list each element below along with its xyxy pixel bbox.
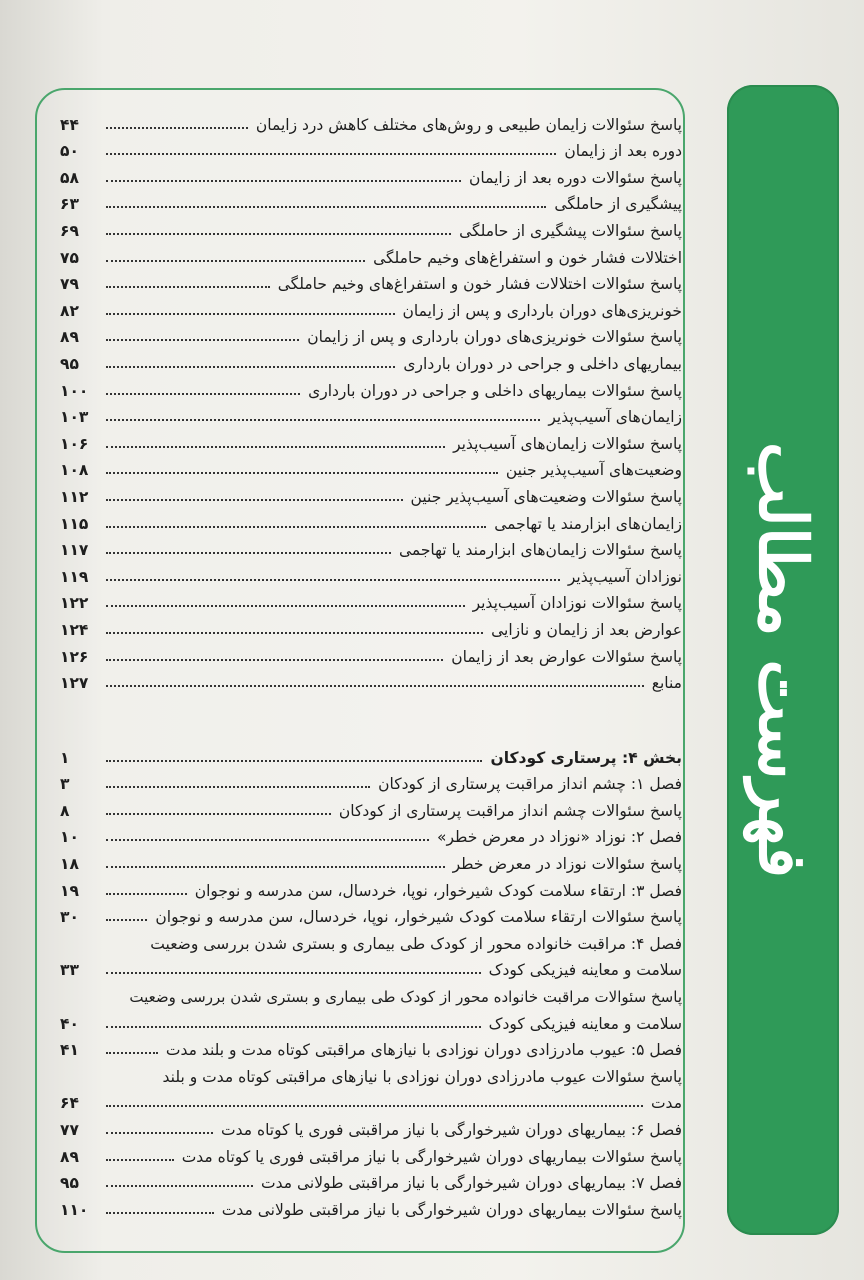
toc-entry <box>60 107 682 134</box>
dot-leader <box>106 127 248 129</box>
dot-leader <box>106 813 331 815</box>
dot-leader <box>106 446 445 448</box>
toc-entry-page: ۴۱ <box>60 1041 79 1060</box>
toc-entry-title: فصل ۱: چشم انداز مراقبت پرستاری از کودکان <box>378 775 682 794</box>
toc-entry <box>60 612 682 639</box>
toc-entry-title: فصل ۲: نوزاد «نوزاد در معرض خطر» <box>436 828 682 847</box>
toc-entry-title: پاسخ سئوالات بیماریهای دوران شیرخوارگی با نیاز مراقبتی طولانی مدت <box>221 1200 682 1219</box>
dot-leader <box>106 499 403 501</box>
dot-leader <box>106 366 395 368</box>
dot-leader <box>106 180 461 182</box>
toc-entry-title: دوره بعد از زایمان <box>564 142 682 161</box>
toc-entry-title: پاسخ سئوالات خونریزی‌های دوران بارداری و پس از زایمان <box>307 328 682 347</box>
toc-entry <box>60 820 682 847</box>
toc-entry <box>60 979 682 1006</box>
dot-leader <box>106 1212 214 1214</box>
dot-leader <box>106 1026 481 1028</box>
dot-leader <box>106 579 560 581</box>
toc-entry-title: پاسخ سئوالات دوره بعد از زایمان <box>469 168 682 187</box>
dot-leader <box>106 233 451 235</box>
toc-entry <box>60 639 682 666</box>
toc-entry <box>60 1006 682 1033</box>
dot-leader <box>106 605 465 607</box>
toc-entry-page: ۱۰۶ <box>60 434 89 453</box>
dot-leader <box>106 786 370 788</box>
toc-entry-title: پاسخ سئوالات مراقبت خانواده محور از کودک طی بیماری و بستری شدن بررسی وضعیت <box>129 987 682 1006</box>
toc-entry <box>60 846 682 873</box>
toc-entry <box>60 240 682 267</box>
toc-entry-page: ۸ <box>60 801 70 820</box>
toc-entry-page: ۱۱۲ <box>60 487 89 506</box>
toc-entry-page: ۹۵ <box>60 354 79 373</box>
toc-entry-page: ۱۸ <box>60 854 79 873</box>
toc-entry-title: پاسخ سئوالات نوزاد در معرض خطر <box>452 854 682 873</box>
toc-entry <box>60 1059 682 1086</box>
toc-entry-page: ۱۱۹ <box>60 567 89 586</box>
dot-leader <box>106 313 395 315</box>
toc-entry <box>60 453 682 480</box>
toc-entry-page: ۵۰ <box>60 142 79 161</box>
toc-entry-page: ۱۰ <box>60 828 79 847</box>
toc-entry-page: ۷۷ <box>60 1120 79 1139</box>
dot-leader <box>106 1159 174 1161</box>
toc-entry-page: ۱۲۴ <box>60 620 89 639</box>
dot-leader <box>106 153 556 155</box>
toc-entry <box>60 400 682 427</box>
dot-leader <box>106 339 299 341</box>
dot-leader <box>106 659 443 661</box>
dot-leader <box>106 526 486 528</box>
toc-entry-title: بخش ۴: پرستاری کودکان <box>490 748 682 767</box>
toc-entry-page: ۵۸ <box>60 168 79 187</box>
toc-entry-title: فصل ۷: بیماریهای دوران شیرخوارگی با نیاز مراقبتی طولانی مدت <box>261 1174 682 1193</box>
toc-entry <box>60 134 682 161</box>
dot-leader <box>106 839 429 841</box>
toc-entry-page: ۱۱۰ <box>60 1200 89 1219</box>
toc-entry-title: عوارض بعد از زایمان و نازایی <box>491 620 682 639</box>
dot-leader <box>106 419 540 421</box>
toc-entry-title: منابع <box>651 674 682 693</box>
toc-entry <box>60 900 682 927</box>
toc-entry <box>60 953 682 980</box>
toc-entry-page: ۳۳ <box>60 961 79 980</box>
toc-entry-page: ۱۲۷ <box>60 674 89 693</box>
toc-entry-page: ۱۹ <box>60 881 79 900</box>
toc-entry-title: نوزادان آسیب‌پذیر <box>567 567 682 586</box>
toc-entry-title: پاسخ سئوالات پیشگیری از حاملگی <box>459 221 682 240</box>
toc-entry <box>60 740 682 767</box>
toc-entry <box>60 320 682 347</box>
toc-entry-title: پیشگیری از حاملگی <box>554 195 682 214</box>
toc-entry-page: ۱۰۰ <box>60 381 89 400</box>
dot-leader <box>106 393 300 395</box>
toc-entry-title: سلامت و معاینه فیزیکی کودک <box>488 961 682 980</box>
toc-entry-page: ۱۱۵ <box>60 514 89 533</box>
toc-entry-title: فصل ۶: بیماریهای دوران شیرخوارگی با نیاز مراقبتی فوری یا کوتاه مدت <box>220 1120 682 1139</box>
toc-entry <box>60 1086 682 1113</box>
dot-leader <box>106 260 365 262</box>
toc-entry-page: ۶۴ <box>60 1094 79 1113</box>
toc-entry <box>60 873 682 900</box>
dot-leader <box>106 760 482 762</box>
toc-entry <box>60 160 682 187</box>
toc-entry-page: ۶۳ <box>60 195 79 214</box>
toc-entry-title: پاسخ سئوالات چشم انداز مراقبت پرستاری از کودکان <box>338 801 682 820</box>
toc-entry-page: ۹۵ <box>60 1174 79 1193</box>
toc-entry <box>60 666 682 693</box>
toc-entry-title: زایمان‌های ابزارمند یا تهاجمی <box>494 514 682 533</box>
side-title-tab <box>727 85 839 1235</box>
toc-entry <box>60 426 682 453</box>
toc-entry <box>60 533 682 560</box>
toc-entry-title: بیماریهای داخلی و جراحی در دوران بارداری <box>403 354 682 373</box>
toc-entry <box>60 293 682 320</box>
toc-entry-title: پاسخ سئوالات بیماریهای داخلی و جراحی در دوران بارداری <box>308 381 682 400</box>
toc-entry-title: اختلالات فشار خون و استفراغ‌های وخیم حاملگی <box>373 248 682 267</box>
toc-entry-title: پاسخ سئوالات زایمان طبیعی و روش‌های مختلف کاهش درد زایمان <box>255 115 682 134</box>
toc-entry <box>60 1033 682 1060</box>
toc-entry-title: پاسخ سئوالات نوزادان آسیب‌پذیر <box>472 594 682 613</box>
toc-entry <box>60 479 682 506</box>
dot-leader <box>106 1185 253 1187</box>
toc-entry-page: ۱ <box>60 748 70 767</box>
toc-entry <box>60 373 682 400</box>
toc-entry-title: پاسخ سئوالات زایمان‌های آسیب‌پذیر <box>453 434 682 453</box>
toc-entry-page: ۴۴ <box>60 115 79 134</box>
toc-entry-title: وضعیت‌های آسیب‌پذیر جنین <box>505 461 682 480</box>
toc-entry-page: ۸۲ <box>60 301 79 320</box>
toc-entry-page: ۱۲۲ <box>60 594 89 613</box>
toc-entry-title: پاسخ سئوالات عوارض بعد از زایمان <box>451 647 682 666</box>
toc-entry <box>60 1166 682 1193</box>
toc-entry <box>60 1192 682 1219</box>
toc-entry-page: ۶۹ <box>60 221 79 240</box>
toc-entry <box>60 187 682 214</box>
toc-entry-title: پاسخ سئوالات زایمان‌های ابزارمند یا تهاجمی <box>398 541 682 560</box>
toc-entry-title: فصل ۴: مراقبت خانواده محور از کودک طی بیماری و بستری شدن بررسی وضعیت <box>150 934 682 953</box>
side-title: فهرست مطالب <box>744 442 822 878</box>
toc-entry-page: ۱۱۷ <box>60 541 89 560</box>
dot-leader <box>106 893 187 895</box>
dot-leader <box>106 206 546 208</box>
toc-entry <box>60 926 682 953</box>
dot-leader <box>106 286 270 288</box>
toc-entry-title: فصل ۵: عیوب مادرزادی دوران نوزادی با نیازهای مراقبتی کوتاه مدت و بلند مدت <box>165 1041 682 1060</box>
toc-entry-title: پاسخ سئوالات اختلالات فشار خون و استفراغ‌های وخیم حاملگی <box>277 275 682 294</box>
toc-entry <box>60 213 682 240</box>
toc-entry <box>60 559 682 586</box>
toc-entry-title: مدت <box>650 1094 682 1113</box>
toc-entry-page: ۳۰ <box>60 908 79 927</box>
toc-entry-page: ۷۵ <box>60 248 79 267</box>
toc-entry-page: ۳ <box>60 775 70 794</box>
toc-entry <box>60 793 682 820</box>
toc-entry-title: پاسخ سئوالات عیوب مادرزادی دوران نوزادی با نیازهای مراقبتی کوتاه مدت و بلند <box>162 1067 682 1086</box>
toc-entry <box>60 346 682 373</box>
toc-entry-page: ۴۰ <box>60 1014 79 1033</box>
dot-leader <box>106 919 147 921</box>
dot-leader <box>106 866 445 868</box>
toc-entry-page: ۸۹ <box>60 1147 79 1166</box>
dot-leader <box>106 632 483 634</box>
dot-leader <box>106 685 644 687</box>
toc-entry <box>60 1112 682 1139</box>
toc-entry-title: فصل ۳: ارتقاء سلامت کودک شیرخوار، نوپا، خردسال، سن مدرسه و نوجوان <box>194 881 682 900</box>
dot-leader <box>106 1132 213 1134</box>
dot-leader <box>106 472 498 474</box>
dot-leader <box>106 972 481 974</box>
toc-entry-title: زایمان‌های آسیب‌پذیر <box>548 408 682 427</box>
toc-entry <box>60 267 682 294</box>
toc-entry <box>60 767 682 794</box>
toc-entry <box>60 506 682 533</box>
toc-entry-title: سلامت و معاینه فیزیکی کودک <box>488 1014 682 1033</box>
toc-entry-page: ۱۰۸ <box>60 461 89 480</box>
dot-leader <box>106 1105 643 1107</box>
dot-leader <box>106 552 391 554</box>
toc-entry <box>60 1139 682 1166</box>
toc-entry-page: ۸۹ <box>60 328 79 347</box>
toc-entry-title: پاسخ سئوالات بیماریهای دوران شیرخوارگی با نیاز مراقبتی فوری یا کوتاه مدت <box>181 1147 682 1166</box>
toc-entry-title: پاسخ سئوالات وضعیت‌های آسیب‌پذیر جنین <box>410 487 682 506</box>
dot-leader <box>106 1052 158 1054</box>
toc-entry-title: خونریزی‌های دوران بارداری و پس از زایمان <box>402 301 682 320</box>
toc-entry-page: ۱۲۶ <box>60 647 89 666</box>
toc-entry <box>60 586 682 613</box>
toc-entry-page: ۷۹ <box>60 275 79 294</box>
toc-entry-title: پاسخ سئوالات ارتقاء سلامت کودک شیرخوار، نوپا، خردسال، سن مدرسه و نوجوان <box>155 908 682 927</box>
toc-entry-page: ۱۰۳ <box>60 408 89 427</box>
